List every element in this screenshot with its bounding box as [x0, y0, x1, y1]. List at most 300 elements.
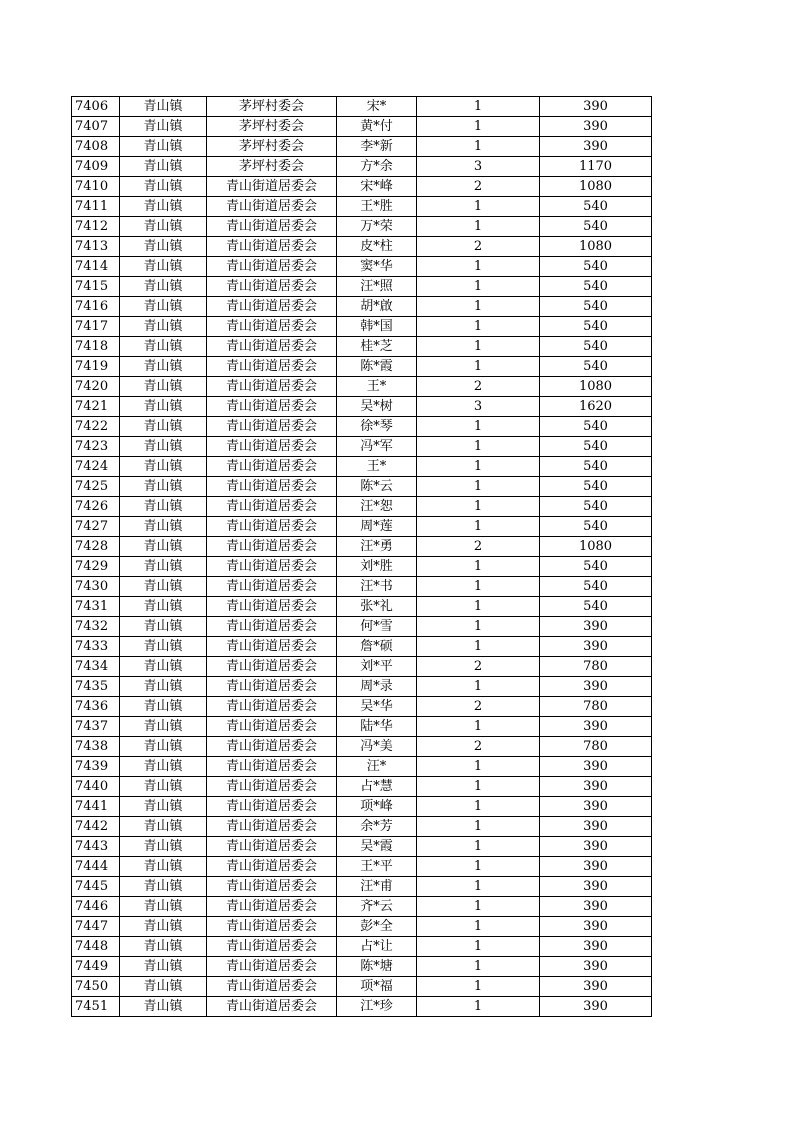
count-cell: 1 — [417, 97, 540, 117]
amount-cell: 780 — [540, 657, 652, 677]
count-cell: 2 — [417, 377, 540, 397]
name-cell: 汪*甫 — [337, 877, 417, 897]
row-number-cell: 7413 — [72, 237, 120, 257]
town-cell: 青山镇 — [120, 517, 207, 537]
count-cell: 1 — [417, 197, 540, 217]
row-number-cell: 7431 — [72, 597, 120, 617]
amount-cell: 540 — [540, 597, 652, 617]
committee-cell: 青山街道居委会 — [207, 237, 337, 257]
town-cell: 青山镇 — [120, 237, 207, 257]
count-cell: 3 — [417, 397, 540, 417]
name-cell: 方*余 — [337, 157, 417, 177]
count-cell: 1 — [417, 937, 540, 957]
table-row — [72, 777, 652, 797]
table-row — [72, 637, 652, 657]
table-row — [72, 937, 652, 957]
table-row — [72, 237, 652, 257]
committee-cell: 青山街道居委会 — [207, 557, 337, 577]
name-cell: 齐*云 — [337, 897, 417, 917]
committee-cell: 青山街道居委会 — [207, 957, 337, 977]
amount-cell: 390 — [540, 757, 652, 777]
name-cell: 胡*啟 — [337, 297, 417, 317]
town-cell: 青山镇 — [120, 177, 207, 197]
count-cell: 1 — [417, 277, 540, 297]
committee-cell: 茅坪村委会 — [207, 157, 337, 177]
amount-cell: 390 — [540, 977, 652, 997]
amount-cell: 540 — [540, 357, 652, 377]
row-number-cell: 7437 — [72, 717, 120, 737]
row-number-cell: 7427 — [72, 517, 120, 537]
table-row — [72, 657, 652, 677]
committee-cell: 青山街道居委会 — [207, 277, 337, 297]
table-row — [72, 997, 652, 1017]
town-cell: 青山镇 — [120, 457, 207, 477]
amount-cell: 780 — [540, 697, 652, 717]
town-cell: 青山镇 — [120, 297, 207, 317]
row-number-cell: 7429 — [72, 557, 120, 577]
count-cell: 1 — [417, 517, 540, 537]
committee-cell: 青山街道居委会 — [207, 657, 337, 677]
town-cell: 青山镇 — [120, 217, 207, 237]
amount-cell: 1080 — [540, 237, 652, 257]
table-row — [72, 397, 652, 417]
row-number-cell: 7424 — [72, 457, 120, 477]
town-cell: 青山镇 — [120, 637, 207, 657]
count-cell: 1 — [417, 357, 540, 377]
name-cell: 汪*书 — [337, 577, 417, 597]
committee-cell: 青山街道居委会 — [207, 597, 337, 617]
table-row — [72, 897, 652, 917]
name-cell: 汪*恕 — [337, 497, 417, 517]
amount-cell: 390 — [540, 997, 652, 1017]
amount-cell: 1170 — [540, 157, 652, 177]
town-cell: 青山镇 — [120, 377, 207, 397]
count-cell: 1 — [417, 877, 540, 897]
row-number-cell: 7438 — [72, 737, 120, 757]
name-cell: 徐*琴 — [337, 417, 417, 437]
table-row — [72, 617, 652, 637]
row-number-cell: 7417 — [72, 317, 120, 337]
committee-cell: 青山街道居委会 — [207, 897, 337, 917]
committee-cell: 青山街道居委会 — [207, 977, 337, 997]
name-cell: 吴*华 — [337, 697, 417, 717]
amount-cell: 390 — [540, 117, 652, 137]
table-row — [72, 597, 652, 617]
row-number-cell: 7432 — [72, 617, 120, 637]
committee-cell: 青山街道居委会 — [207, 997, 337, 1017]
table-row — [72, 477, 652, 497]
count-cell: 1 — [417, 137, 540, 157]
town-cell: 青山镇 — [120, 137, 207, 157]
name-cell: 王*平 — [337, 857, 417, 877]
committee-cell: 青山街道居委会 — [207, 797, 337, 817]
committee-cell: 青山街道居委会 — [207, 857, 337, 877]
count-cell: 1 — [417, 957, 540, 977]
count-cell: 2 — [417, 657, 540, 677]
count-cell: 1 — [417, 297, 540, 317]
row-number-cell: 7428 — [72, 537, 120, 557]
name-cell: 张*礼 — [337, 597, 417, 617]
name-cell: 彭*全 — [337, 917, 417, 937]
table-row — [72, 337, 652, 357]
count-cell: 1 — [417, 897, 540, 917]
count-cell: 1 — [417, 857, 540, 877]
row-number-cell: 7448 — [72, 937, 120, 957]
table-body — [72, 97, 652, 1017]
name-cell: 陈*塘 — [337, 957, 417, 977]
town-cell: 青山镇 — [120, 577, 207, 597]
table-row — [72, 857, 652, 877]
amount-cell: 540 — [540, 197, 652, 217]
row-number-cell: 7443 — [72, 837, 120, 857]
amount-cell: 540 — [540, 437, 652, 457]
town-cell: 青山镇 — [120, 97, 207, 117]
table-row — [72, 837, 652, 857]
committee-cell: 青山街道居委会 — [207, 317, 337, 337]
table-row — [72, 297, 652, 317]
count-cell: 1 — [417, 457, 540, 477]
committee-cell: 青山街道居委会 — [207, 457, 337, 477]
count-cell: 1 — [417, 797, 540, 817]
amount-cell: 1080 — [540, 177, 652, 197]
row-number-cell: 7412 — [72, 217, 120, 237]
row-number-cell: 7426 — [72, 497, 120, 517]
table-row — [72, 697, 652, 717]
amount-cell: 540 — [540, 417, 652, 437]
amount-cell: 540 — [540, 497, 652, 517]
amount-cell: 390 — [540, 637, 652, 657]
row-number-cell: 7408 — [72, 137, 120, 157]
town-cell: 青山镇 — [120, 957, 207, 977]
row-number-cell: 7419 — [72, 357, 120, 377]
amount-cell: 1080 — [540, 537, 652, 557]
table-row — [72, 357, 652, 377]
name-cell: 江*珍 — [337, 997, 417, 1017]
count-cell: 2 — [417, 237, 540, 257]
amount-cell: 540 — [540, 517, 652, 537]
town-cell: 青山镇 — [120, 677, 207, 697]
town-cell: 青山镇 — [120, 997, 207, 1017]
name-cell: 黄*付 — [337, 117, 417, 137]
committee-cell: 茅坪村委会 — [207, 137, 337, 157]
town-cell: 青山镇 — [120, 557, 207, 577]
table-row — [72, 717, 652, 737]
table-row — [72, 557, 652, 577]
table-row — [72, 677, 652, 697]
name-cell: 占*慧 — [337, 777, 417, 797]
town-cell: 青山镇 — [120, 737, 207, 757]
committee-cell: 茅坪村委会 — [207, 117, 337, 137]
name-cell: 陈*霞 — [337, 357, 417, 377]
committee-cell: 青山街道居委会 — [207, 877, 337, 897]
table-row — [72, 917, 652, 937]
town-cell: 青山镇 — [120, 197, 207, 217]
amount-cell: 1620 — [540, 397, 652, 417]
row-number-cell: 7422 — [72, 417, 120, 437]
count-cell: 1 — [417, 637, 540, 657]
table-row — [72, 737, 652, 757]
table-row — [72, 217, 652, 237]
count-cell: 1 — [417, 437, 540, 457]
town-cell: 青山镇 — [120, 617, 207, 637]
town-cell: 青山镇 — [120, 477, 207, 497]
row-number-cell: 7441 — [72, 797, 120, 817]
amount-cell: 390 — [540, 937, 652, 957]
amount-cell: 540 — [540, 557, 652, 577]
count-cell: 2 — [417, 697, 540, 717]
table-row — [72, 797, 652, 817]
town-cell: 青山镇 — [120, 857, 207, 877]
committee-cell: 青山街道居委会 — [207, 477, 337, 497]
town-cell: 青山镇 — [120, 717, 207, 737]
town-cell: 青山镇 — [120, 597, 207, 617]
name-cell: 何*雪 — [337, 617, 417, 637]
amount-cell: 540 — [540, 577, 652, 597]
town-cell: 青山镇 — [120, 977, 207, 997]
amount-cell: 390 — [540, 817, 652, 837]
count-cell: 1 — [417, 617, 540, 637]
name-cell: 李*新 — [337, 137, 417, 157]
row-number-cell: 7450 — [72, 977, 120, 997]
name-cell: 韩*国 — [337, 317, 417, 337]
amount-cell: 390 — [540, 797, 652, 817]
amount-cell: 390 — [540, 677, 652, 697]
name-cell: 汪* — [337, 757, 417, 777]
count-cell: 2 — [417, 177, 540, 197]
count-cell: 1 — [417, 257, 540, 277]
town-cell: 青山镇 — [120, 257, 207, 277]
count-cell: 2 — [417, 737, 540, 757]
count-cell: 1 — [417, 977, 540, 997]
table-row — [72, 517, 652, 537]
committee-cell: 青山街道居委会 — [207, 697, 337, 717]
town-cell: 青山镇 — [120, 117, 207, 137]
row-number-cell: 7418 — [72, 337, 120, 357]
amount-cell: 540 — [540, 277, 652, 297]
row-number-cell: 7439 — [72, 757, 120, 777]
row-number-cell: 7416 — [72, 297, 120, 317]
committee-cell: 青山街道居委会 — [207, 417, 337, 437]
table-row — [72, 97, 652, 117]
table-row — [72, 197, 652, 217]
name-cell: 窦*华 — [337, 257, 417, 277]
count-cell: 1 — [417, 557, 540, 577]
committee-cell: 青山街道居委会 — [207, 397, 337, 417]
count-cell: 1 — [417, 997, 540, 1017]
town-cell: 青山镇 — [120, 757, 207, 777]
name-cell: 宋* — [337, 97, 417, 117]
name-cell: 刘*胜 — [337, 557, 417, 577]
row-number-cell: 7421 — [72, 397, 120, 417]
table-row — [72, 577, 652, 597]
amount-cell: 540 — [540, 477, 652, 497]
amount-cell: 390 — [540, 897, 652, 917]
name-cell: 占*让 — [337, 937, 417, 957]
table-row — [72, 277, 652, 297]
name-cell: 周*录 — [337, 677, 417, 697]
committee-cell: 青山街道居委会 — [207, 297, 337, 317]
amount-cell: 390 — [540, 137, 652, 157]
count-cell: 1 — [417, 577, 540, 597]
amount-cell: 1080 — [540, 377, 652, 397]
table-row — [72, 137, 652, 157]
name-cell: 王* — [337, 457, 417, 477]
name-cell: 冯*美 — [337, 737, 417, 757]
amount-cell: 390 — [540, 877, 652, 897]
count-cell: 1 — [417, 917, 540, 937]
town-cell: 青山镇 — [120, 777, 207, 797]
name-cell: 冯*军 — [337, 437, 417, 457]
row-number-cell: 7449 — [72, 957, 120, 977]
table-row — [72, 257, 652, 277]
committee-cell: 青山街道居委会 — [207, 177, 337, 197]
table-row — [72, 817, 652, 837]
row-number-cell: 7434 — [72, 657, 120, 677]
town-cell: 青山镇 — [120, 697, 207, 717]
count-cell: 1 — [417, 497, 540, 517]
town-cell: 青山镇 — [120, 537, 207, 557]
committee-cell: 青山街道居委会 — [207, 497, 337, 517]
name-cell: 吴*树 — [337, 397, 417, 417]
count-cell: 1 — [417, 317, 540, 337]
committee-cell: 青山街道居委会 — [207, 617, 337, 637]
row-number-cell: 7411 — [72, 197, 120, 217]
committee-cell: 青山街道居委会 — [207, 937, 337, 957]
committee-cell: 青山街道居委会 — [207, 637, 337, 657]
row-number-cell: 7409 — [72, 157, 120, 177]
name-cell: 汪*照 — [337, 277, 417, 297]
row-number-cell: 7435 — [72, 677, 120, 697]
committee-cell: 青山街道居委会 — [207, 337, 337, 357]
name-cell: 项*福 — [337, 977, 417, 997]
row-number-cell: 7410 — [72, 177, 120, 197]
row-number-cell: 7446 — [72, 897, 120, 917]
name-cell: 桂*芝 — [337, 337, 417, 357]
count-cell: 1 — [417, 817, 540, 837]
committee-cell: 青山街道居委会 — [207, 517, 337, 537]
committee-cell: 青山街道居委会 — [207, 377, 337, 397]
committee-cell: 青山街道居委会 — [207, 537, 337, 557]
row-number-cell: 7442 — [72, 817, 120, 837]
amount-cell: 540 — [540, 297, 652, 317]
row-number-cell: 7440 — [72, 777, 120, 797]
row-number-cell: 7445 — [72, 877, 120, 897]
committee-cell: 青山街道居委会 — [207, 777, 337, 797]
row-number-cell: 7420 — [72, 377, 120, 397]
row-number-cell: 7406 — [72, 97, 120, 117]
row-number-cell: 7430 — [72, 577, 120, 597]
count-cell: 1 — [417, 477, 540, 497]
count-cell: 1 — [417, 417, 540, 437]
town-cell: 青山镇 — [120, 357, 207, 377]
town-cell: 青山镇 — [120, 837, 207, 857]
town-cell: 青山镇 — [120, 417, 207, 437]
town-cell: 青山镇 — [120, 917, 207, 937]
name-cell: 余*芳 — [337, 817, 417, 837]
name-cell: 刘*平 — [337, 657, 417, 677]
row-number-cell: 7447 — [72, 917, 120, 937]
count-cell: 3 — [417, 157, 540, 177]
count-cell: 1 — [417, 717, 540, 737]
table-row — [72, 117, 652, 137]
town-cell: 青山镇 — [120, 437, 207, 457]
count-cell: 1 — [417, 677, 540, 697]
committee-cell: 青山街道居委会 — [207, 757, 337, 777]
amount-cell: 540 — [540, 217, 652, 237]
committee-cell: 青山街道居委会 — [207, 257, 337, 277]
committee-cell: 青山街道居委会 — [207, 837, 337, 857]
name-cell: 宋*峰 — [337, 177, 417, 197]
amount-cell: 390 — [540, 717, 652, 737]
committee-cell: 青山街道居委会 — [207, 677, 337, 697]
town-cell: 青山镇 — [120, 877, 207, 897]
committee-cell: 青山街道居委会 — [207, 717, 337, 737]
town-cell: 青山镇 — [120, 817, 207, 837]
amount-cell: 390 — [540, 837, 652, 857]
count-cell: 2 — [417, 537, 540, 557]
amount-cell: 540 — [540, 457, 652, 477]
table-row — [72, 957, 652, 977]
amount-cell: 390 — [540, 857, 652, 877]
row-number-cell: 7423 — [72, 437, 120, 457]
town-cell: 青山镇 — [120, 397, 207, 417]
amount-cell: 390 — [540, 957, 652, 977]
amount-cell: 390 — [540, 97, 652, 117]
row-number-cell: 7414 — [72, 257, 120, 277]
name-cell: 吴*霞 — [337, 837, 417, 857]
town-cell: 青山镇 — [120, 797, 207, 817]
row-number-cell: 7433 — [72, 637, 120, 657]
table-row — [72, 417, 652, 437]
table-row — [72, 377, 652, 397]
amount-cell: 540 — [540, 317, 652, 337]
table-row — [72, 497, 652, 517]
town-cell: 青山镇 — [120, 497, 207, 517]
amount-cell: 390 — [540, 777, 652, 797]
town-cell: 青山镇 — [120, 337, 207, 357]
row-number-cell: 7444 — [72, 857, 120, 877]
town-cell: 青山镇 — [120, 157, 207, 177]
town-cell: 青山镇 — [120, 277, 207, 297]
table-row — [72, 877, 652, 897]
amount-cell: 540 — [540, 337, 652, 357]
committee-cell: 青山街道居委会 — [207, 437, 337, 457]
name-cell: 汪*勇 — [337, 537, 417, 557]
name-cell: 王*胜 — [337, 197, 417, 217]
row-number-cell: 7415 — [72, 277, 120, 297]
name-cell: 陈*云 — [337, 477, 417, 497]
row-number-cell: 7436 — [72, 697, 120, 717]
table-row — [72, 457, 652, 477]
row-number-cell: 7407 — [72, 117, 120, 137]
name-cell: 陆*华 — [337, 717, 417, 737]
data-table — [71, 96, 652, 1017]
name-cell: 万*荣 — [337, 217, 417, 237]
row-number-cell: 7451 — [72, 997, 120, 1017]
committee-cell: 青山街道居委会 — [207, 737, 337, 757]
count-cell: 1 — [417, 597, 540, 617]
count-cell: 1 — [417, 777, 540, 797]
town-cell: 青山镇 — [120, 937, 207, 957]
count-cell: 1 — [417, 757, 540, 777]
committee-cell: 青山街道居委会 — [207, 817, 337, 837]
committee-cell: 青山街道居委会 — [207, 357, 337, 377]
count-cell: 1 — [417, 837, 540, 857]
table-row — [72, 437, 652, 457]
amount-cell: 540 — [540, 257, 652, 277]
amount-cell: 780 — [540, 737, 652, 757]
amount-cell: 390 — [540, 917, 652, 937]
